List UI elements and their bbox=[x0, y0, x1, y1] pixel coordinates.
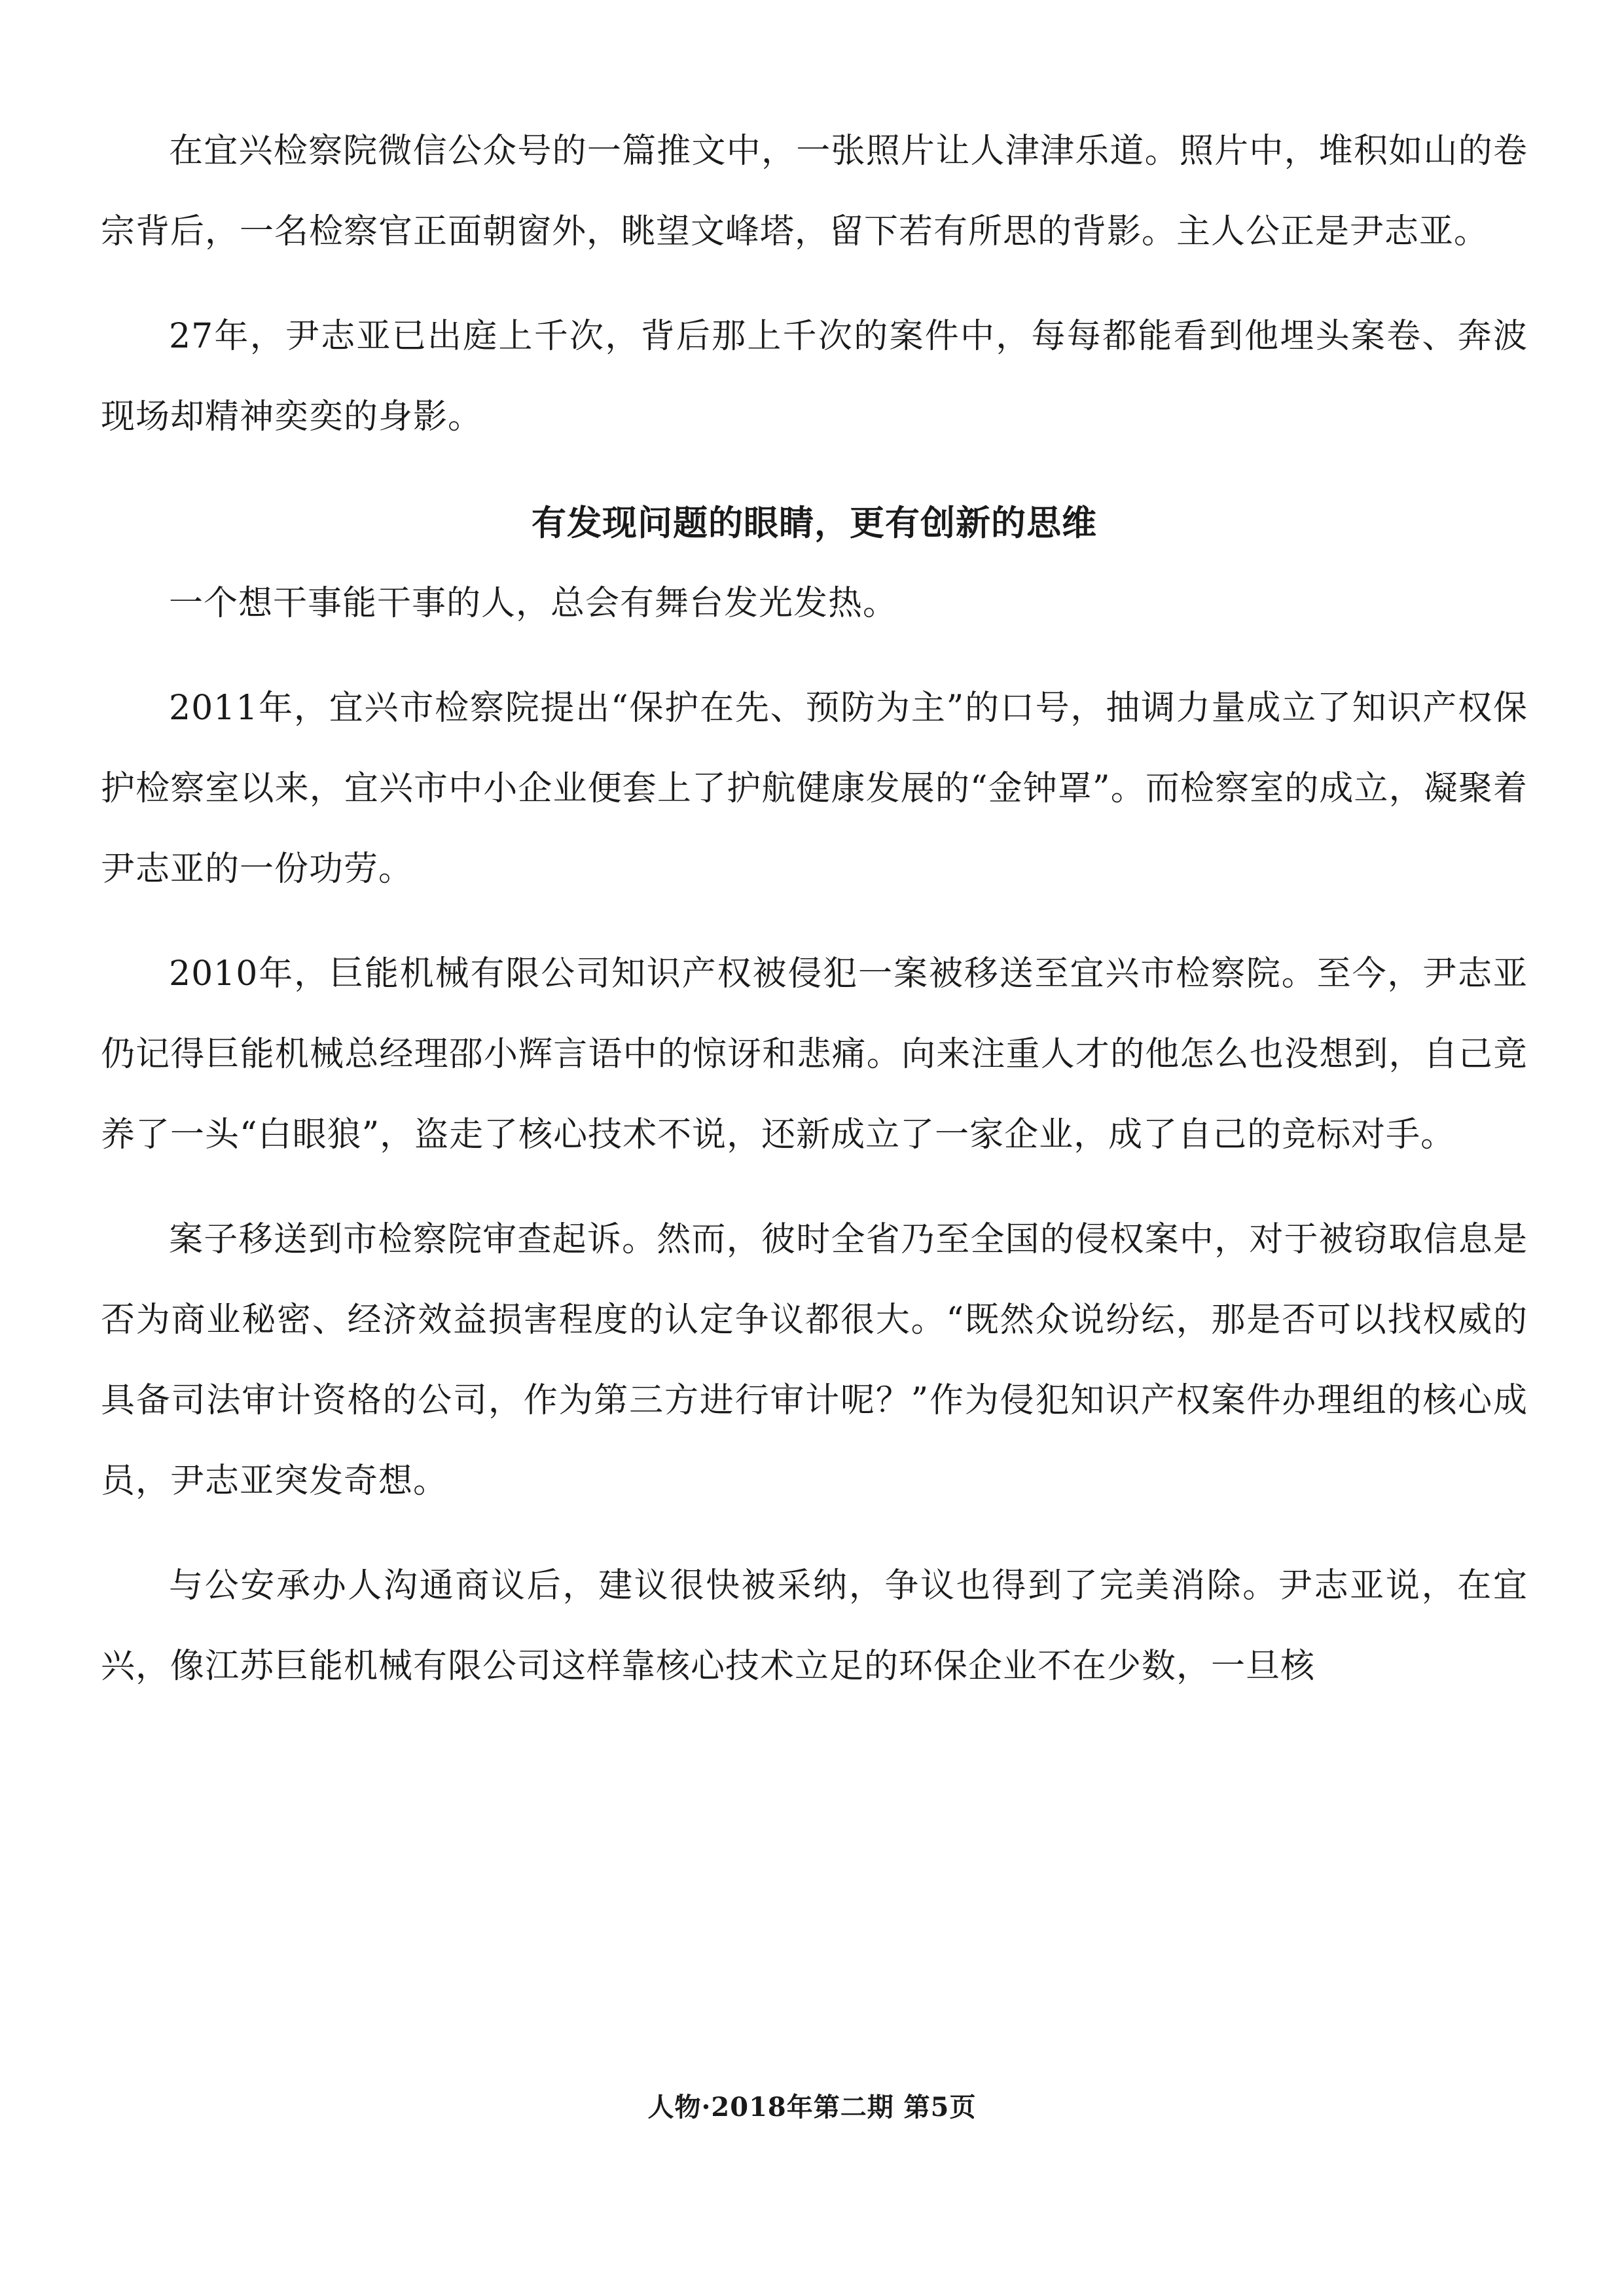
paragraph-stage: 一个想干事能干事的人，总会有舞台发光发热。 bbox=[169, 584, 898, 623]
article-body bbox=[101, 111, 1528, 1707]
page-footer: 人物·2018年第二期 第5页 bbox=[647, 2092, 977, 2123]
section-heading: 有发现问题的眼睛，更有创新的思维 bbox=[532, 503, 1097, 543]
paragraph-27-years: 27年，尹志亚已出庭上千次，背后那上千次的案件中，每每都能看到他埋头案卷、奔波现场却精神奕奕的身影。 bbox=[101, 317, 1528, 437]
paragraph-intro: 在宜兴检察院微信公众号的一篇推文中，一张照片让人津津乐道。照片中，堆积如山的卷宗背后，一名检察官正面朝窗外，眺望文峰塔，留下若有所思的背影。主人公正是尹志亚。 bbox=[101, 132, 1528, 251]
paragraph-2011: 2011年，宜兴市检察院提出“保护在先、预防为主”的口号，抽调力量成立了知识产权保护检察室以来，宜兴市中小企业便套上了护航健康发展的“金钟罩”。而检察室的成立，凝聚着尹志亚的一份功劳。 bbox=[101, 689, 1528, 889]
paragraph-prosecution: 案子移送到市检察院审查起诉。然而，彼时全省乃至全国的侵权案中，对于被窃取信息是否为商业秘密、经济效益损害程度的认定争议都很大。“既然众说纷纭，那是否可以找权威的具备司法审计资格的公司，作为第三方进行审计呢？”作为侵犯知识产权案件办理组的核心成员，尹志亚突发奇想。 bbox=[101, 1220, 1528, 1501]
paragraph-police-liaison: 与公安承办人沟通商议后，建议很快被采纳，争议也得到了完美消除。尹志亚说，在宜兴，像江苏巨能机械有限公司这样靠核心技术立足的环保企业不在少数，一旦核 bbox=[101, 1566, 1528, 1686]
paragraph-2010: 2010年，巨能机械有限公司知识产权被侵犯一案被移送至宜兴市检察院。至今，尹志亚仍记得巨能机械总经理邵小辉言语中的惊讶和悲痛。向来注重人才的他怎么也没想到，自己竟养了一头“白眼狼”，盗走了核心技术不说，还新成立了一家企业，成了自己的竞标对手。 bbox=[101, 954, 1528, 1155]
